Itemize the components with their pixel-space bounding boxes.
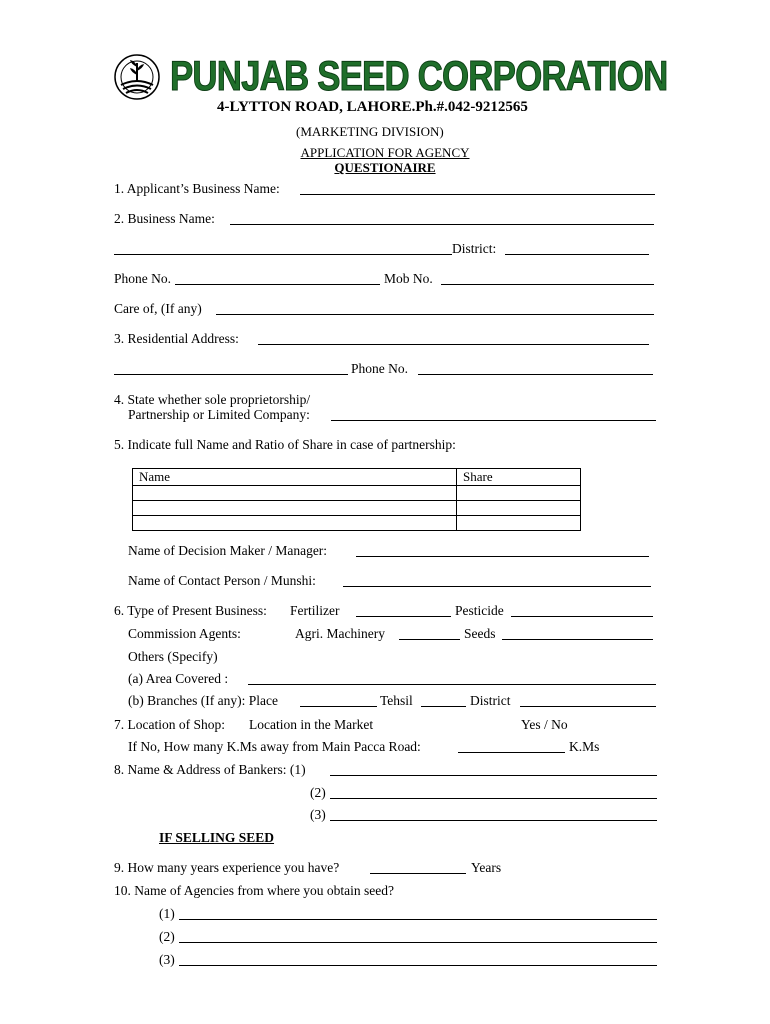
agency-2-label: (2) [159,929,175,944]
partner-name-cell[interactable] [133,501,457,516]
district2-label: District [470,693,511,708]
banker-1-field[interactable] [330,775,657,776]
yes-no-option[interactable]: Yes / No [521,717,568,732]
banker-2-field[interactable] [330,798,657,799]
q10-label: 10. Name of Agencies from where you obtain seed? [114,883,395,898]
selling-seed-heading: IF SELLING SEED [159,830,275,845]
banker-3-field[interactable] [330,820,657,821]
years-unit: Years [471,860,502,875]
division-label: (MARKETING DIVISION) [296,124,444,139]
seeds-label: Seeds [464,626,496,641]
agency-3-label: (3) [159,952,175,967]
care-of-field[interactable] [216,314,654,315]
partner-name-cell[interactable] [133,516,457,531]
q3-label: 3. Residential Address: [114,331,239,346]
kms-unit: K.Ms [569,739,600,754]
partner-share-cell[interactable] [457,501,581,516]
decision-maker-label: Name of Decision Maker / Manager: [128,543,328,558]
area-covered-label: (a) Area Covered : [128,671,229,686]
org-name: PUNJAB SEED CORPORATION [170,52,668,99]
district-label: District: [452,241,497,256]
agency-2-field[interactable] [179,942,657,943]
partner-share-cell[interactable] [457,486,581,501]
branch-place-field[interactable] [300,706,377,707]
q5-label: 5. Indicate full Name and Ratio of Share in case of partnership: [114,437,456,452]
mob-field[interactable] [441,284,654,285]
residential-address-field[interactable] [258,344,649,345]
table-row [133,486,581,501]
agency-1-label: (1) [159,906,175,921]
fertilizer-field[interactable] [356,616,451,617]
agency-3-field[interactable] [179,965,657,966]
form-subtitle: QUESTIONAIRE [334,160,436,175]
agency-1-field[interactable] [179,919,657,920]
kms-question-label: If No, How many K.Ms away from Main Pacca Road: [128,739,421,754]
mob-label: Mob No. [384,271,433,286]
share-table [132,468,581,531]
table-row [133,501,581,516]
q4-label-1: 4. State whether sole proprietorship/ [114,392,311,407]
q6-label: 6. Type of Present Business: [114,603,267,618]
res-phone-label: Phone No. [351,361,408,376]
banker-2-label: (2) [310,785,326,800]
others-label: Others (Specify) [128,649,218,664]
partner-name-cell[interactable] [133,486,457,501]
name-column-header: Name [133,469,457,486]
q2-label: 2. Business Name: [114,211,215,226]
tehsil-label: Tehsil [380,693,413,708]
business-name-2-field[interactable] [230,224,654,225]
business-address-field[interactable] [114,254,452,255]
q9-label: 9. How many years experience you have? [114,860,340,875]
business-name-field[interactable] [300,194,655,195]
pesticide-field[interactable] [511,616,653,617]
phone-field[interactable] [175,284,380,285]
seeds-field[interactable] [502,639,653,640]
share-table-header [133,469,581,486]
area-covered-field[interactable] [248,684,656,685]
decision-maker-field[interactable] [356,556,649,557]
agri-machinery-label: Agri. Machinery [295,626,385,641]
kms-field[interactable] [458,752,565,753]
share-column-header: Share [457,469,581,486]
branches-label: (b) Branches (If any): Place [128,693,278,708]
district-field[interactable] [505,254,649,255]
contact-person-field[interactable] [343,586,651,587]
district2-field[interactable] [520,706,656,707]
care-of-label: Care of, (If any) [114,301,202,316]
table-row [133,516,581,531]
partner-share-cell[interactable] [457,516,581,531]
commission-label: Commission Agents: [128,626,241,641]
banker-3-label: (3) [310,807,326,822]
org-address: 4-LYTTON ROAD, LAHORE.Ph.#.042-9212565 [217,99,528,115]
q8-label: 8. Name & Address of Bankers: (1) [114,762,306,777]
form-title: APPLICATION FOR AGENCY [300,145,470,160]
residential-address-2-field[interactable] [114,374,348,375]
corporation-logo [113,53,161,101]
contact-person-label: Name of Contact Person / Munshi: [128,573,316,588]
phone-label: Phone No. [114,271,171,286]
location-market-label: Location in the Market [249,717,374,732]
agri-machinery-field[interactable] [399,639,460,640]
res-phone-field[interactable] [418,374,653,375]
q7-label: 7. Location of Shop: [114,717,225,732]
experience-years-field[interactable] [370,873,466,874]
q1-label: 1. Applicant’s Business Name: [114,181,280,196]
tehsil-field[interactable] [421,706,466,707]
pesticide-label: Pesticide [455,603,504,618]
company-type-field[interactable] [331,420,656,421]
fertilizer-label: Fertilizer [290,603,340,618]
q4-label-2: Partnership or Limited Company: [128,407,310,422]
